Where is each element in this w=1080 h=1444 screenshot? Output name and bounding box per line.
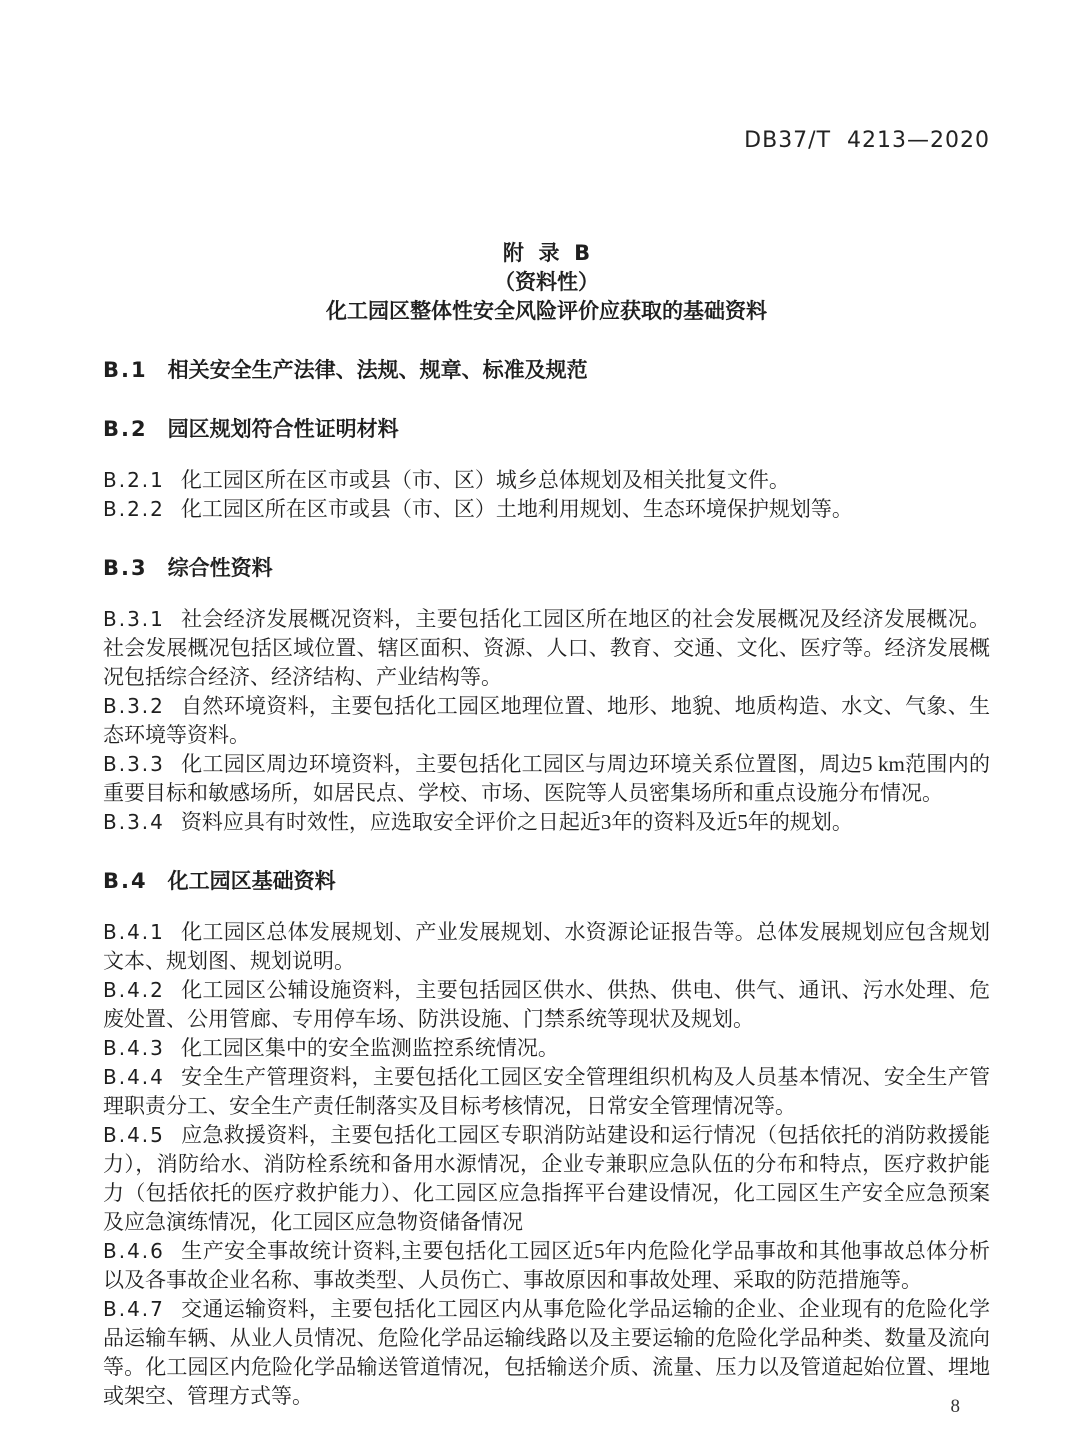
clause-b3-1 <box>103 605 990 692</box>
clause-text: 交通运输资料，主要包括化工园区内从事危险化学品运输的企业、企业现有的危险化学品运输车辆、从业人员情况、危险化学品运输线路以及主要运输的危险化学品种类、数量及流向等。化工园区内危险化学品输送管道情况，包括输送介质、流量、压力以及管道起始位置、埋地或架空、管理方式等。 <box>103 1297 990 1408</box>
clause-label: B.2.1 <box>103 468 165 492</box>
section-title-text: 化工园区基础资料 <box>167 869 336 893</box>
clause-label: B.4.5 <box>103 1123 165 1147</box>
clause-label: B.3.4 <box>103 810 165 834</box>
appendix-title: 附 录 B <box>502 241 591 265</box>
clause-b4-3 <box>103 1034 990 1063</box>
clause-text: 化工园区所在区市或县（市、区）土地利用规划、生态环境保护规划等。 <box>180 497 853 521</box>
clause-label: B.4.2 <box>103 978 165 1002</box>
appendix-title-block <box>103 239 990 326</box>
clause-label: B.3.2 <box>103 694 165 718</box>
section-heading-b2 <box>103 415 990 444</box>
document-number: DB37/T 4213—2020 <box>744 128 990 153</box>
clause-text: 应急救援资料，主要包括化工园区专职消防站建设和运行情况（包括依托的消防救援能力），消防给水、消防栓系统和备用水源情况，企业专兼职应急队伍的分布和特点，医疗救护能力（包括依托的医疗救护能力）、化工园区应急指挥平台建设情况，化工园区生产安全应急预案及应急演练情况，化工园区应急物资储备情况 <box>103 1123 990 1234</box>
clause-b4-5 <box>103 1121 990 1237</box>
document-body <box>103 356 990 1411</box>
section-label: B.1 <box>103 358 148 382</box>
clause-label: B.4.4 <box>103 1065 165 1089</box>
clause-text: 资料应具有时效性，应选取安全评价之日起近3年的资料及近5年的规划。 <box>180 810 853 834</box>
clause-text: 化工园区所在区市或县（市、区）城乡总体规划及相关批复文件。 <box>180 468 790 492</box>
clause-label: B.4.7 <box>103 1297 165 1321</box>
section-title-text: 综合性资料 <box>167 556 273 580</box>
clause-b2-1 <box>103 466 990 495</box>
section-title-text: 相关安全生产法律、法规、规章、标准及规范 <box>167 358 588 382</box>
clause-b4-2 <box>103 976 990 1034</box>
clause-label: B.4.1 <box>103 920 165 944</box>
clause-text: 化工园区公辅设施资料，主要包括园区供水、供热、供电、供气、通讯、污水处理、危废处置、公用管廊、专用停车场、防洪设施、门禁系统等现状及规划。 <box>103 978 990 1031</box>
clause-b3-4 <box>103 808 990 837</box>
page-number: 8 <box>950 1396 960 1417</box>
section-heading-b1 <box>103 356 990 385</box>
clause-label: B.2.2 <box>103 497 165 521</box>
clause-b3-3 <box>103 750 990 808</box>
clause-b4-7 <box>103 1295 990 1411</box>
clause-b3-2 <box>103 692 990 750</box>
clause-text: 化工园区总体发展规划、产业发展规划、水资源论证报告等。总体发展规划应包含规划文本、规划图、规划说明。 <box>103 920 990 973</box>
section-heading-b4 <box>103 867 990 896</box>
section-label: B.2 <box>103 417 148 441</box>
clause-b4-6 <box>103 1237 990 1295</box>
section-heading-b3 <box>103 554 990 583</box>
clause-text: 社会经济发展概况资料，主要包括化工园区所在地区的社会发展概况及经济发展概况。社会发展概况包括区域位置、辖区面积、资源、人口、教育、交通、文化、医疗等。经济发展概况包括综合经济、经济结构、产业结构等。 <box>103 607 990 689</box>
clause-label: B.3.1 <box>103 607 165 631</box>
clause-b4-1 <box>103 918 990 976</box>
section-label: B.4 <box>103 869 148 893</box>
section-label: B.3 <box>103 556 148 580</box>
clause-text: 化工园区集中的安全监测监控系统情况。 <box>180 1036 559 1060</box>
appendix-type: （资料性） <box>494 270 599 294</box>
clause-text: 化工园区周边环境资料，主要包括化工园区与周边环境关系位置图，周边5 km范围内的重要目标和敏感场所，如居民点、学校、市场、医院等人员密集场所和重点设施分布情况。 <box>103 752 990 805</box>
clause-label: B.3.3 <box>103 752 165 776</box>
clause-b2-2 <box>103 495 990 524</box>
section-title-text: 园区规划符合性证明材料 <box>167 417 399 441</box>
clause-text: 自然环境资料，主要包括化工园区地理位置、地形、地貌、地质构造、水文、气象、生态环境等资料。 <box>103 694 990 747</box>
clause-text: 安全生产管理资料，主要包括化工园区安全管理组织机构及人员基本情况、安全生产管理职责分工、安全生产责任制落实及目标考核情况，日常安全管理情况等。 <box>103 1065 990 1118</box>
clause-text: 生产安全事故统计资料,主要包括化工园区近5年内危险化学品事故和其他事故总体分析以及各事故企业名称、事故类型、人员伤亡、事故原因和事故处理、采取的防范措施等。 <box>103 1239 990 1292</box>
clause-label: B.4.6 <box>103 1239 165 1263</box>
clause-label: B.4.3 <box>103 1036 165 1060</box>
appendix-subject: 化工园区整体性安全风险评价应获取的基础资料 <box>326 299 767 323</box>
clause-b4-4 <box>103 1063 990 1121</box>
